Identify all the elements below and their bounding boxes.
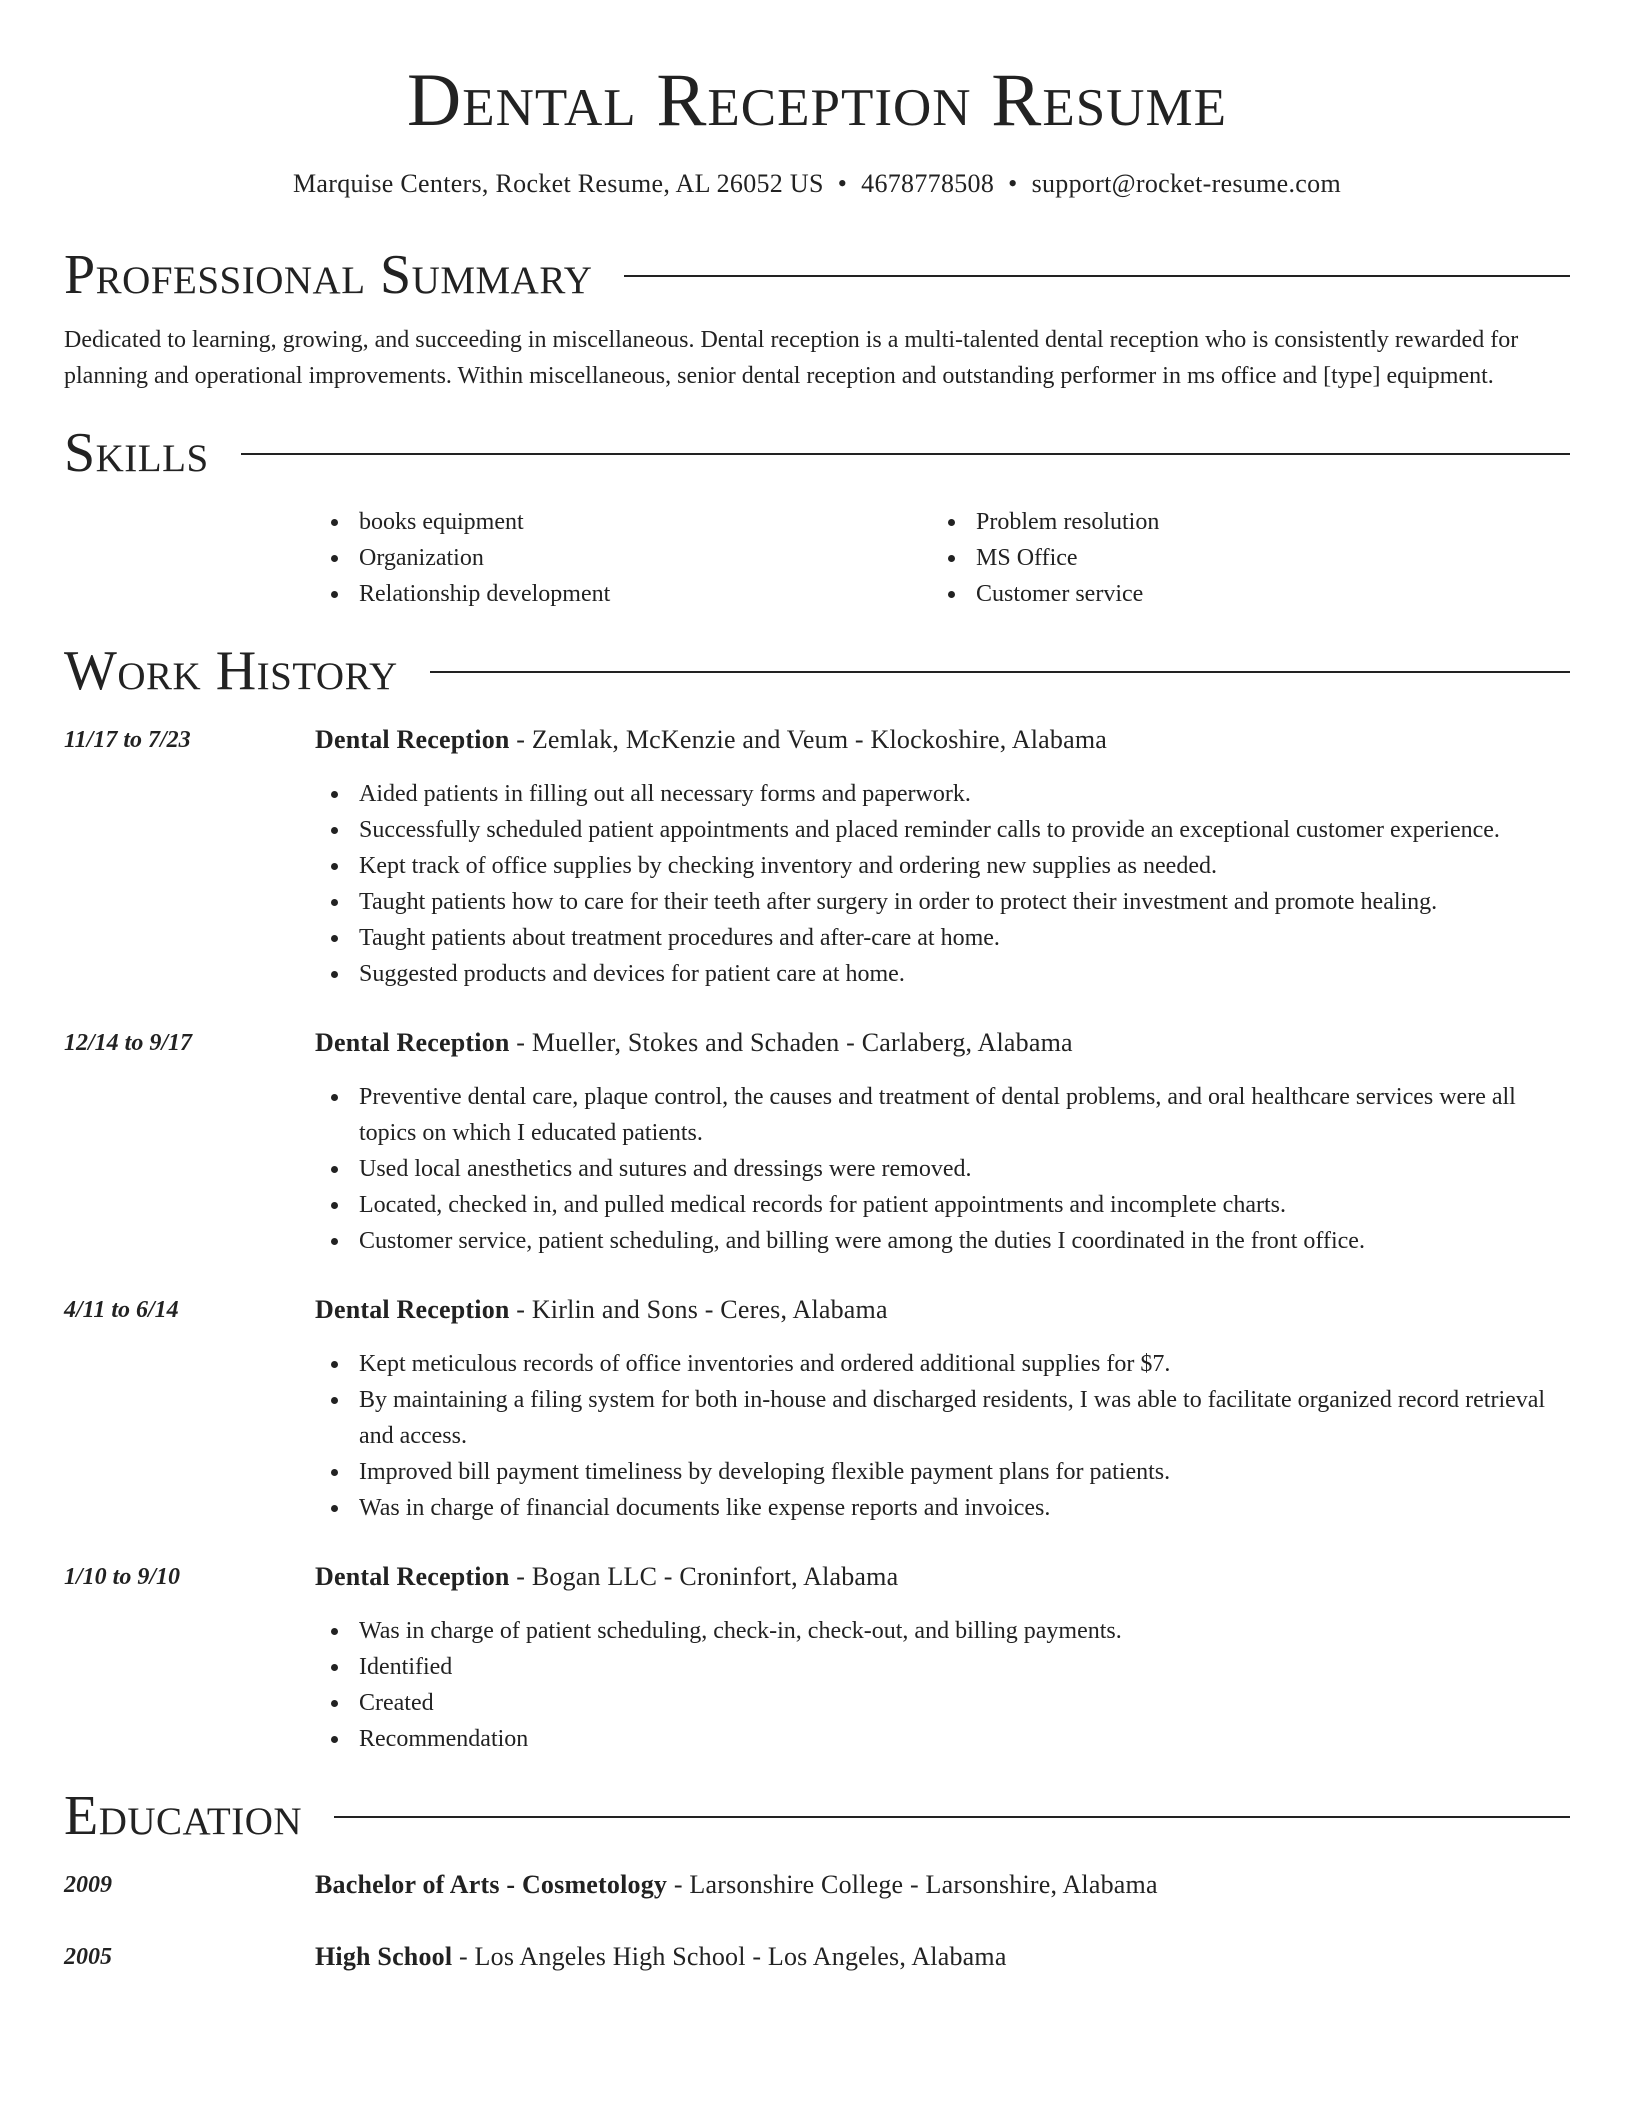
section-divider bbox=[624, 275, 1570, 277]
education-title-line bbox=[315, 1939, 1007, 1975]
skills-column-left bbox=[315, 504, 932, 612]
work-title-line bbox=[315, 1559, 1122, 1595]
education-section-header bbox=[64, 1781, 1570, 1851]
work-dates: 1/10 to 9/10 bbox=[64, 1564, 181, 1590]
summary-section-header bbox=[64, 240, 1570, 310]
school-location: - Larsonshire College - Larsonshire, Alabama bbox=[667, 1870, 1158, 1899]
work-bullet: Preventive dental care, plaque control, the causes and treatment of dental problems, and oral healthcare services were all topics on which I educated patients. bbox=[315, 1079, 1570, 1151]
work-title-line bbox=[315, 1292, 1570, 1328]
contact-address: Marquise Centers, Rocket Resume, AL 26052 US bbox=[293, 169, 824, 198]
degree: Bachelor of Arts - Cosmetology bbox=[315, 1870, 668, 1899]
skills-list bbox=[315, 504, 1570, 612]
bullet-separator: • bbox=[1008, 169, 1018, 198]
skill-item: books equipment bbox=[315, 504, 932, 540]
work-bullet: Kept meticulous records of office inventories and ordered additional supplies for $7. bbox=[315, 1346, 1570, 1382]
bullet-separator: • bbox=[837, 169, 848, 198]
work-bullet: Improved bill payment timeliness by developing flexible payment plans for patients. bbox=[315, 1454, 1570, 1490]
work-bullet: Successfully scheduled patient appointments and placed reminder calls to provide an exceptional customer experience. bbox=[315, 812, 1500, 848]
contact-email: support@rocket-resume.com bbox=[1031, 169, 1341, 198]
section-divider bbox=[334, 1816, 1570, 1818]
work-bullet: Used local anesthetics and sutures and dressings were removed. bbox=[315, 1151, 1570, 1187]
skill-item: MS Office bbox=[932, 540, 1549, 576]
summary-heading: Professional Summary bbox=[64, 244, 593, 306]
education-title-line bbox=[315, 1867, 1158, 1903]
resume-page bbox=[64, 0, 1570, 1975]
work-bullets bbox=[315, 1079, 1570, 1259]
work-bullets bbox=[315, 1613, 1122, 1757]
skills-section-header bbox=[64, 418, 1570, 488]
work-bullets bbox=[315, 776, 1500, 992]
job-title: Dental Reception bbox=[315, 1295, 510, 1324]
job-title: Dental Reception bbox=[315, 725, 510, 754]
work-title-line bbox=[315, 722, 1500, 758]
skill-item: Organization bbox=[315, 540, 932, 576]
summary-text: Dedicated to learning, growing, and succeeding in miscellaneous. Dental reception is a multi-talented dental reception who is consistently rewarded for planning and operational improvements. Within miscellaneous, senior dental reception and outstanding performer in ms office and [type] equipment. bbox=[64, 327, 1519, 389]
work-bullet: Customer service, patient scheduling, and billing were among the duties I coordinated in the front office. bbox=[315, 1223, 1570, 1259]
section-divider bbox=[430, 671, 1570, 673]
work-dates: 4/11 to 6/14 bbox=[64, 1297, 179, 1323]
work-bullet: Was in charge of patient scheduling, check-in, check-out, and billing payments. bbox=[315, 1613, 1122, 1649]
work-entry bbox=[64, 1025, 1570, 1259]
skill-item: Relationship development bbox=[315, 576, 932, 612]
employer-location: - Bogan LLC - Croninfort, Alabama bbox=[509, 1562, 899, 1591]
education-year: 2005 bbox=[64, 1944, 112, 1970]
work-bullet: Was in charge of financial documents like expense reports and invoices. bbox=[315, 1490, 1570, 1526]
employer-location: - Kirlin and Sons - Ceres, Alabama bbox=[509, 1295, 888, 1324]
skills-column-right bbox=[932, 504, 1549, 612]
work-bullet: Created bbox=[315, 1685, 1122, 1721]
work-dates: 12/14 to 9/17 bbox=[64, 1030, 193, 1056]
job-title: Dental Reception bbox=[315, 1028, 510, 1057]
employer-location: - Mueller, Stokes and Schaden - Carlaberg, Alabama bbox=[509, 1028, 1073, 1057]
work-title-line bbox=[315, 1025, 1570, 1061]
work-entry bbox=[64, 1559, 1570, 1757]
degree: High School bbox=[315, 1942, 453, 1971]
education-entry bbox=[64, 1867, 1570, 1903]
work-bullet: Taught patients how to care for their teeth after surgery in order to protect their investment and promote healing. bbox=[315, 884, 1500, 920]
work-bullets bbox=[315, 1346, 1570, 1526]
skill-item: Problem resolution bbox=[932, 504, 1549, 540]
skill-item: Customer service bbox=[932, 576, 1549, 612]
work-bullet: Recommendation bbox=[315, 1721, 1122, 1757]
work-section-header bbox=[64, 636, 1570, 706]
work-bullet: Located, checked in, and pulled medical records for patient appointments and incomplete charts. bbox=[315, 1187, 1570, 1223]
section-divider bbox=[241, 453, 1570, 455]
work-bullet: Aided patients in filling out all necessary forms and paperwork. bbox=[315, 776, 1500, 812]
work-heading: Work History bbox=[64, 640, 398, 702]
school-location: - Los Angeles High School - Los Angeles, Alabama bbox=[452, 1942, 1007, 1971]
work-bullet: Identified bbox=[315, 1649, 1122, 1685]
job-title: Dental Reception bbox=[315, 1562, 510, 1591]
work-entry bbox=[64, 722, 1570, 992]
education-year: 2009 bbox=[64, 1872, 112, 1898]
education-heading: Education bbox=[64, 1785, 303, 1847]
resume-title: Dental Reception Resume bbox=[407, 59, 1227, 142]
contact-line bbox=[64, 166, 1570, 202]
work-bullet: Kept track of office supplies by checking inventory and ordering new supplies as needed. bbox=[315, 848, 1500, 884]
work-entry bbox=[64, 1292, 1570, 1526]
contact-phone: 4678778508 bbox=[861, 169, 995, 198]
work-dates: 11/17 to 7/23 bbox=[64, 727, 191, 753]
work-bullet: By maintaining a filing system for both in-house and discharged residents, I was able to facilitate organized record retrieval and access. bbox=[315, 1382, 1570, 1454]
education-entry bbox=[64, 1939, 1570, 1975]
work-bullet: Suggested products and devices for patient care at home. bbox=[315, 956, 1500, 992]
employer-location: - Zemlak, McKenzie and Veum - Klockoshire, Alabama bbox=[509, 725, 1107, 754]
work-bullet: Taught patients about treatment procedures and after-care at home. bbox=[315, 920, 1500, 956]
skills-heading: Skills bbox=[64, 422, 209, 484]
